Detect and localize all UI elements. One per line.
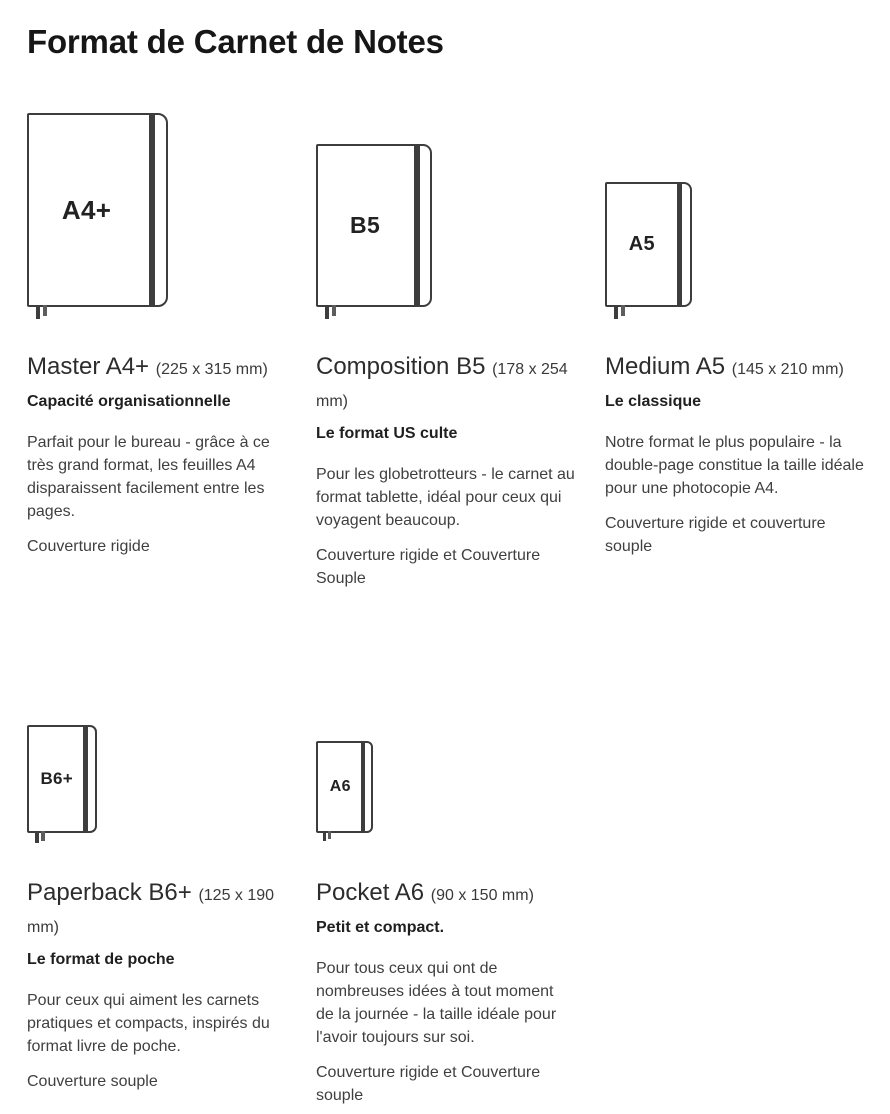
bookmark-ribbon [43,305,47,316]
notebook-size-label: A5 [628,233,655,255]
format-tagline: Capacité organisationnelle [27,393,231,410]
notebook-cover [316,741,373,833]
format-description: Pour tous ceux qui ont de nombreuses idées à tout moment de la journée - la taille idéale pour l'avoir toujours sur soi. [316,960,557,1046]
notebook-size-label: B6+ [40,769,73,788]
format-dimensions: (90 x 150 mm) [430,887,534,904]
format-name: Paperback B6+ [27,879,192,906]
bookmark-ribbon [323,831,326,841]
notebook-illustration [316,100,575,322]
bookmark-ribbon [332,305,336,316]
notebook-illustration [27,100,286,322]
format-card-paperback-b6 [27,708,286,1107]
elastic-band [361,741,365,833]
bookmark-ribbon [328,831,331,839]
notebook-cover [316,144,432,307]
bookmark-ribbon [41,831,45,841]
elastic-band [83,725,88,833]
format-dimensions: (178 x 254 mm) [316,361,568,410]
bookmark-ribbon [621,305,625,316]
cover-options: Couverture rigide et Couverture Souple [316,547,541,587]
bookmark-ribbon [614,305,618,319]
format-name: Medium A5 [605,353,726,380]
bookmark-ribbon [325,305,329,319]
notebook-illustration [27,708,286,848]
format-tagline: Le format de poche [27,951,175,968]
elastic-band [414,144,420,307]
page-title: Format de Carnet de Notes [27,23,444,60]
notebook-cover [27,113,168,307]
format-card-composition-b5 [316,100,575,590]
format-description: Parfait pour le bureau - grâce à ce très grand format, les feuilles A4 disparaissent facilement entre les pages. [27,434,270,520]
format-tagline: Le format US culte [316,425,458,442]
format-title [316,352,575,416]
notebook-illustration [605,100,864,322]
format-card-pocket-a6 [316,708,575,1107]
format-description: Pour les globetrotteurs - le carnet au format tablette, idéal pour ceux qui voyagent beaucoup. [316,466,575,529]
notebook-cover [605,182,692,307]
format-name: Composition B5 [316,353,486,380]
format-description: Pour ceux qui aiment les carnets pratiques et compacts, inspirés du format livre de poche. [27,992,270,1055]
format-title [27,352,286,384]
bookmark-ribbon [35,831,39,843]
formats-grid [27,100,863,1107]
format-tagline: Le classique [605,393,702,410]
format-name: Master A4+ [27,353,150,380]
format-card-master-a4 [27,100,286,590]
format-card-medium-a5 [605,100,864,590]
notebook-size-label: B5 [350,212,381,238]
format-tagline: Petit et compact. [316,919,445,936]
format-name: Pocket A6 [316,879,425,906]
cover-options: Couverture rigide et Couverture souple [316,1064,541,1104]
format-description: Notre format le plus populaire - la double-page constitue la taille idéale pour une photocopie A4. [605,434,864,497]
format-dimensions: (225 x 315 mm) [155,361,268,378]
format-dimensions: (125 x 190 mm) [27,887,275,936]
elastic-band [677,182,682,307]
notebook-size-label: A6 [329,778,351,795]
bookmark-ribbon [36,305,40,319]
elastic-band [149,113,155,307]
notebook-size-label: A4+ [61,194,112,225]
format-title [27,878,286,942]
notebook-illustration [316,708,575,848]
format-dimensions: (145 x 210 mm) [731,361,844,378]
cover-options: Couverture souple [27,1073,158,1090]
format-title [605,352,864,384]
cover-options: Couverture rigide [27,538,150,555]
cover-options: Couverture rigide et couverture souple [605,515,826,555]
notebook-cover [27,725,97,833]
format-title [316,878,575,910]
